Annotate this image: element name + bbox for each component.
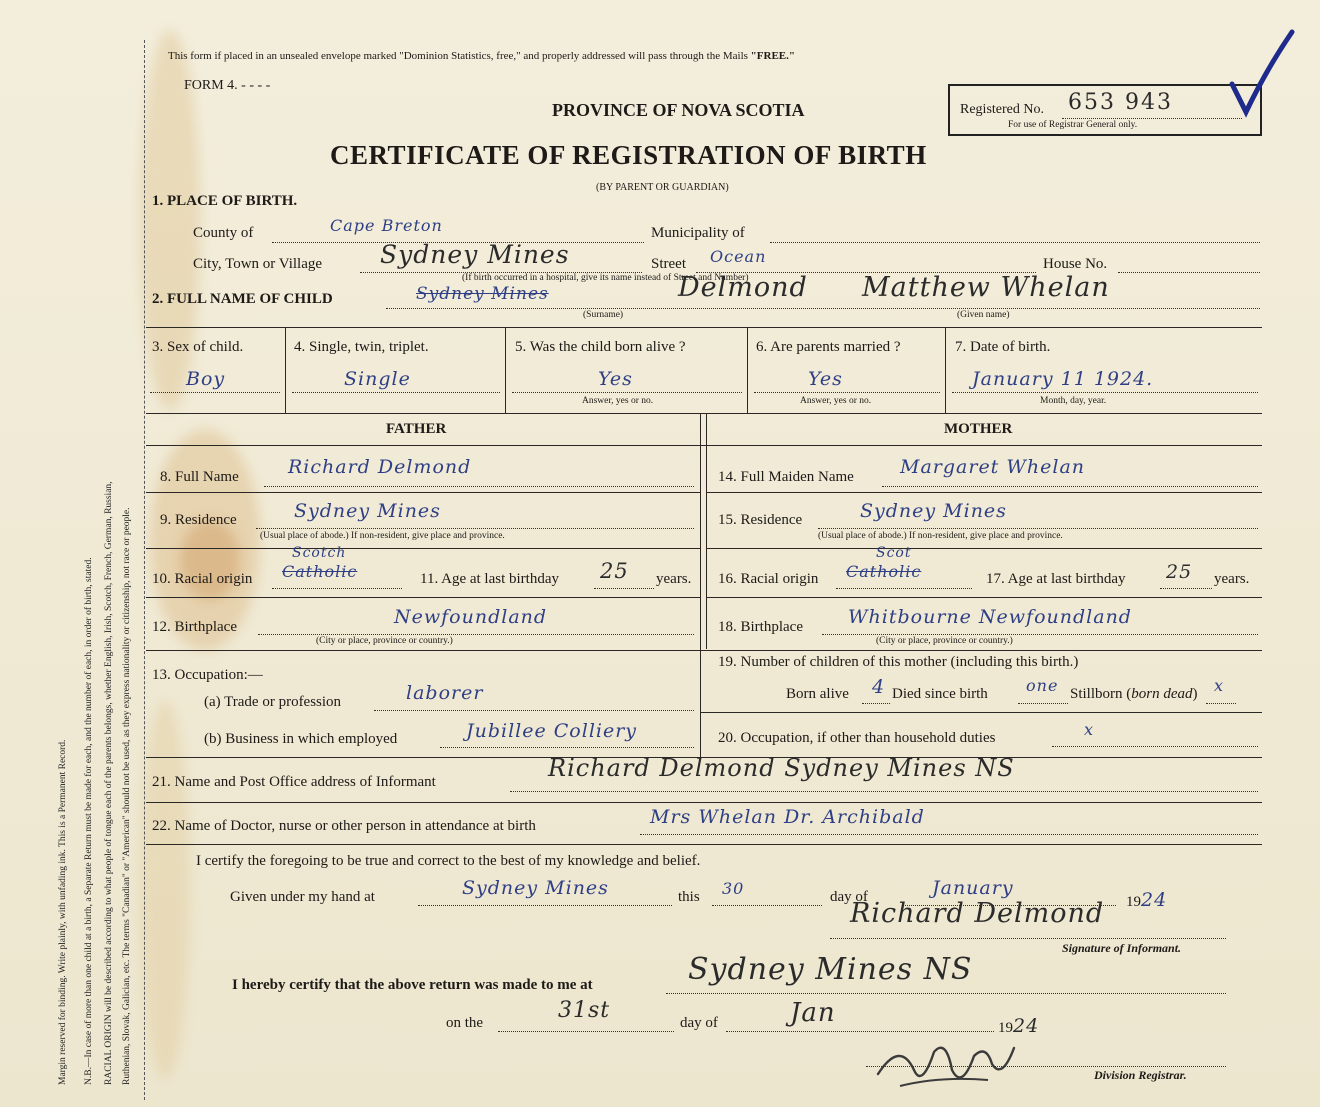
father-racial-origin-over: Scotch <box>292 545 347 561</box>
form-number: FORM 4. - - - - <box>184 78 271 93</box>
given-name-caption: (Given name) <box>957 310 1010 320</box>
date-of-birth-label: 7. Date of birth. <box>955 339 1051 355</box>
day-of-label: day of <box>830 889 868 905</box>
city-label: City, Town or Village <box>193 256 323 272</box>
division-registrar-label: Division Registrar. <box>1094 1068 1187 1082</box>
born-alive-count-value: 4 <box>872 676 886 698</box>
father-heading: FATHER <box>386 421 447 437</box>
mother-occupation-label: 20. Occupation, if other than household duties <box>718 730 996 746</box>
municipality-label: Municipality of <box>651 225 745 241</box>
trade-label: (a) Trade or profession <box>204 694 342 710</box>
mother-residence-caption: (Usual place of abode.) If non-resident, give place and province. <box>818 531 1063 541</box>
parents-married-label: 6. Are parents married ? <box>756 339 901 355</box>
water-stain <box>180 520 240 600</box>
father-birthplace-caption: (City or place, province or country.) <box>316 636 453 646</box>
mother-age-value: 25 <box>1166 561 1193 583</box>
city-value: Sydney Mines <box>380 240 570 269</box>
signature-label: Signature of Informant. <box>1062 941 1182 955</box>
father-residence-value: Sydney Mines <box>294 500 441 522</box>
mother-years-label: years. <box>1214 571 1250 587</box>
mother-birthplace-caption: (City or place, province or country.) <box>876 636 1013 646</box>
mother-residence-value: Sydney Mines <box>860 500 1007 522</box>
birth-type-value: Single <box>344 368 411 390</box>
doctor-label: 22. Name of Doctor, nurse or other person in attendance at birth <box>152 818 536 834</box>
county-value: Cape Breton <box>330 216 443 235</box>
informant-label: 21. Name and Post Office address of Informant <box>152 774 436 790</box>
margin-text: Ruthenian, Slovak, Galician, etc. The terms "Canadian" or "American" should not be used, as they express nationality or citizenship, not race or people. <box>122 507 132 1085</box>
mother-occupation-value: x <box>1084 720 1095 739</box>
check-mark-icon <box>1226 26 1296 126</box>
mother-heading: MOTHER <box>944 421 1013 437</box>
mother-residence-label: 15. Residence <box>718 512 803 528</box>
year-prefix: 19 <box>1126 894 1141 910</box>
birth-type-label: 4. Single, twin, triplet. <box>294 339 429 355</box>
mother-birthplace-value: Whitbourne Newfoundland <box>848 606 1132 628</box>
registered-number: 653 943 <box>1068 90 1173 115</box>
father-residence-label: 9. Residence <box>160 512 237 528</box>
on-the-label: on the <box>446 1015 484 1031</box>
sex-label: 3. Sex of child. <box>152 339 244 355</box>
given-year-value: 24 <box>1141 889 1168 911</box>
given-day-value: 30 <box>722 879 745 898</box>
sex-value: Boy <box>186 368 226 390</box>
child-name-label: 2. FULL NAME OF CHILD <box>152 291 333 307</box>
given-month-value: January <box>932 877 1014 899</box>
business-value: Jubillee Colliery <box>466 720 638 742</box>
child-surname: Delmond <box>678 272 808 303</box>
hospital-note: (If birth occurred in a hospital, give its name instead of Street and Number) <box>462 273 749 283</box>
father-racial-origin-label: 10. Racial origin <box>152 571 253 587</box>
street-value: Ocean <box>710 247 767 266</box>
house-number-label: House No. <box>1043 256 1108 272</box>
child-given-name: Matthew Whelan <box>862 272 1110 303</box>
father-racial-origin-value: Catholic <box>282 562 358 581</box>
died-since-birth-value: one <box>1026 676 1059 695</box>
business-label: (b) Business in which employed <box>204 731 398 747</box>
certification-statement: I certify the foregoing to be true and correct to the best of my knowledge and belief. <box>196 853 701 869</box>
informant-value: Richard Delmond Sydney Mines NS <box>548 754 1015 782</box>
trade-value: laborer <box>406 682 484 704</box>
answer-caption: Answer, yes or no. <box>582 396 654 406</box>
doctor-value: Mrs Whelan Dr. Archibald <box>650 806 925 828</box>
mother-age-label: 17. Age at last birthday <box>986 571 1126 587</box>
mother-racial-origin-value: Catholic <box>846 562 922 581</box>
occupation-label: 13. Occupation:— <box>152 667 263 683</box>
given-at-value: Sydney Mines <box>462 877 609 899</box>
born-alive-label: 5. Was the child born alive ? <box>515 339 686 355</box>
mother-birthplace-label: 18. Birthplace <box>718 619 803 635</box>
answer-caption: Answer, yes or no. <box>800 396 872 406</box>
province-heading: PROVINCE OF NOVA SCOTIA <box>552 100 805 120</box>
died-since-birth-label: Died since birth <box>892 686 988 702</box>
struck-name: Sydney Mines <box>416 284 549 304</box>
mother-name-value: Margaret Whelan <box>900 456 1086 478</box>
registration-year-value: 24 <box>1013 1015 1040 1037</box>
mother-name-label: 14. Full Maiden Name <box>718 469 854 485</box>
binding-line <box>144 40 145 1100</box>
informant-signature: Richard Delmond <box>850 898 1105 929</box>
certificate-subtitle: (BY PARENT OR GUARDIAN) <box>596 182 729 193</box>
margin-text: N.B.—In case of more than one child at a birth, a Separate Return must be made for each, and the number of each, in order of birth, stated. <box>84 557 94 1085</box>
father-age-label: 11. Age at last birthday <box>420 571 559 587</box>
stillborn-label: Stillborn (born dead) <box>1070 686 1198 702</box>
father-birthplace-label: 12. Birthplace <box>152 619 237 635</box>
mother-racial-origin-label: 16. Racial origin <box>718 571 819 587</box>
mail-notice: This form if placed in an unsealed envelope marked "Dominion Statistics, free," and properly addressed will pass through the Mails "FREE." <box>168 50 795 62</box>
registrar-statement: I hereby certify that the above return was made to me at <box>232 977 593 993</box>
county-label: County of <box>193 225 254 241</box>
registration-place-value: Sydney Mines NS <box>688 952 973 987</box>
registrar-use-note: For use of Registrar General only. <box>1008 120 1138 130</box>
registered-box <box>948 84 1262 136</box>
street-label: Street <box>651 256 686 272</box>
registration-year-prefix: 19 <box>998 1020 1013 1036</box>
place-of-birth-label: 1. PLACE OF BIRTH. <box>152 193 298 209</box>
given-at-label: Given under my hand at <box>230 889 375 905</box>
margin-text: Margin reserved for binding. Write plainly, with unfading ink. This is a Permanent Record. <box>58 739 68 1085</box>
stillborn-value: x <box>1214 676 1225 695</box>
margin-text: RACIAL ORIGIN will be described according to what people of tongue each of the parents belongs, whether English, Irish, Scotch, French, German, Russian, <box>104 481 114 1085</box>
surname-caption: (Surname) <box>583 310 624 320</box>
father-years-label: years. <box>656 571 692 587</box>
registration-day-value: 31st <box>558 998 611 1023</box>
children-count-label: 19. Number of children of this mother (including this birth.) <box>718 654 1079 670</box>
mother-racial-origin-over: Scot <box>876 545 912 561</box>
certificate-title: CERTIFICATE OF REGISTRATION OF BIRTH <box>330 140 927 170</box>
date-of-birth-value: January 11 1924. <box>972 368 1154 390</box>
father-age-value: 25 <box>600 559 629 583</box>
father-name-label: 8. Full Name <box>160 469 239 485</box>
father-residence-caption: (Usual place of abode.) If non-resident, give place and province. <box>260 531 505 541</box>
father-name-value: Richard Delmond <box>288 456 472 478</box>
registration-month-value: Jan <box>790 998 836 1028</box>
parents-married-value: Yes <box>808 368 843 390</box>
date-caption: Month, day, year. <box>1040 396 1107 406</box>
this-label: this <box>678 889 700 905</box>
born-alive-count-label: Born alive <box>786 686 849 702</box>
born-alive-value: Yes <box>598 368 633 390</box>
father-birthplace-value: Newfoundland <box>394 606 548 628</box>
registrar-signature-icon <box>870 1030 1020 1096</box>
registration-day-of-label: day of <box>680 1015 718 1031</box>
registered-label: Registered No. <box>960 102 1044 117</box>
